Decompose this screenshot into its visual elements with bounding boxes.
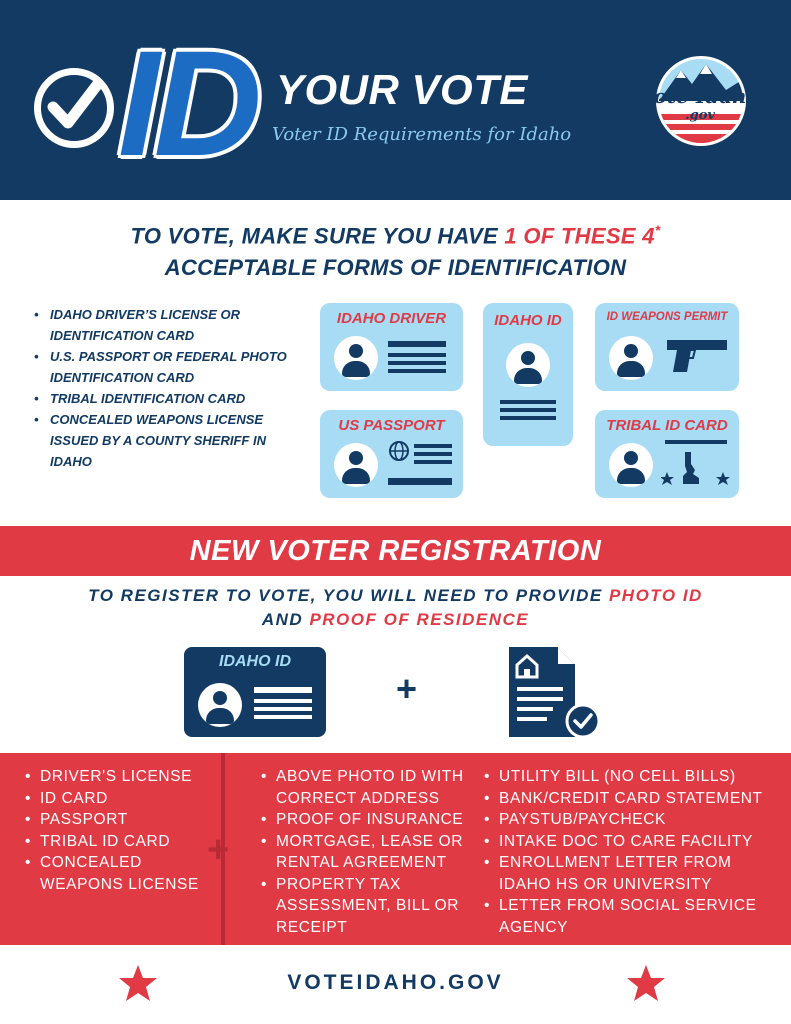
header <box>0 0 791 200</box>
photo-id-list <box>22 766 212 895</box>
divider-plus-icon: + <box>207 829 230 871</box>
list-item: • TRIBAL IDENTIFICATION CARD <box>30 388 300 409</box>
logo-gov-text: .gov <box>685 108 715 123</box>
tribal-id-card: TRIBAL ID CARD <box>595 410 739 498</box>
person-icon <box>334 443 378 487</box>
list-item: • U.S. PASSPORT OR FEDERAL PHOTO IDENTIFICATION CARD <box>30 346 300 388</box>
list-item: • CONCEALED WEAPONS LICENSE ISSUED BY A COUNTY SHERIFF IN IDAHO <box>30 409 300 472</box>
idaho-state-stars-icon <box>661 450 733 488</box>
star-icon <box>626 964 666 1002</box>
idaho-id-card: IDAHO ID <box>483 303 573 446</box>
list-item: • ENROLLMENT LETTER FROM IDAHO HS OR UNIVERSITY <box>481 852 781 895</box>
list-item: • TRIBAL ID CARD <box>22 831 212 853</box>
weapons-permit-card: ID WEAPONS PERMIT <box>595 303 739 391</box>
person-icon <box>506 343 550 387</box>
list-item: • LETTER FROM SOCIAL SERVICE AGENCY <box>481 895 781 938</box>
checkmark-icon <box>34 68 114 148</box>
registration-banner <box>0 526 791 576</box>
list-item: • BANK/CREDIT CARD STATEMENT <box>481 788 781 810</box>
list-item: • PASSPORT <box>22 809 212 831</box>
list-item: • ID CARD <box>22 788 212 810</box>
plus-icon: + <box>396 668 418 709</box>
residence-list-2 <box>481 766 781 938</box>
idaho-id-icon: IDAHO ID <box>184 647 326 737</box>
list-item: • PROPERTY TAX ASSESSMENT, BILL OR RECEIPT <box>258 874 468 939</box>
logo-text: Vote Idaho <box>639 84 761 108</box>
residence-list-1 <box>258 766 468 938</box>
us-passport-card: US PASSPORT <box>320 410 463 498</box>
proof-of-residence-document-icon <box>507 645 603 741</box>
list-item: • DRIVER'S LICENSE <box>22 766 212 788</box>
id-badge: ID <box>118 19 256 187</box>
document-lists-panel <box>0 753 791 945</box>
vote-idaho-logo <box>636 56 764 152</box>
list-item: • IDAHO DRIVER’S LICENSE OR IDENTIFICATION CARD <box>30 304 300 346</box>
page-subtitle: Voter ID Requirements for Idaho <box>272 124 572 145</box>
list-item: • INTAKE DOC TO CARE FACILITY <box>481 831 781 853</box>
list-item: • ABOVE PHOTO ID WITH CORRECT ADDRESS <box>258 766 468 809</box>
website-link[interactable]: VOTEIDAHO.GOV <box>287 971 504 994</box>
acceptable-id-heading: TO VOTE, MAKE SURE YOU HAVE 1 OF THESE 4* ACCEPTABLE FORMS OF IDENTIFICATION <box>130 222 661 281</box>
acceptable-id-list <box>30 304 300 472</box>
list-item: • UTILITY BILL (NO CELL BILLS) <box>481 766 781 788</box>
registration-heading: NEW VOTER REGISTRATION <box>189 535 602 567</box>
globe-icon <box>388 440 410 462</box>
list-item: • CONCEALED WEAPONS LICENSE <box>22 852 212 895</box>
person-icon <box>609 443 653 487</box>
list-item: • PAYSTUB/PAYCHECK <box>481 809 781 831</box>
page-title: YOUR VOTE <box>276 66 528 113</box>
handgun-icon <box>665 336 731 376</box>
person-icon <box>334 336 378 380</box>
person-icon <box>609 336 653 380</box>
list-item: • PROOF OF INSURANCE <box>258 809 468 831</box>
idaho-driver-card: IDAHO DRIVER <box>320 303 463 391</box>
list-item: • MORTGAGE, LEASE OR RENTAL AGREEMENT <box>258 831 468 874</box>
registration-instructions: TO REGISTER TO VOTE, YOU WILL NEED TO PROVIDE PHOTO ID AND PROOF OF RESIDENCE <box>88 586 703 629</box>
footer <box>0 945 791 1024</box>
person-icon <box>198 683 242 727</box>
